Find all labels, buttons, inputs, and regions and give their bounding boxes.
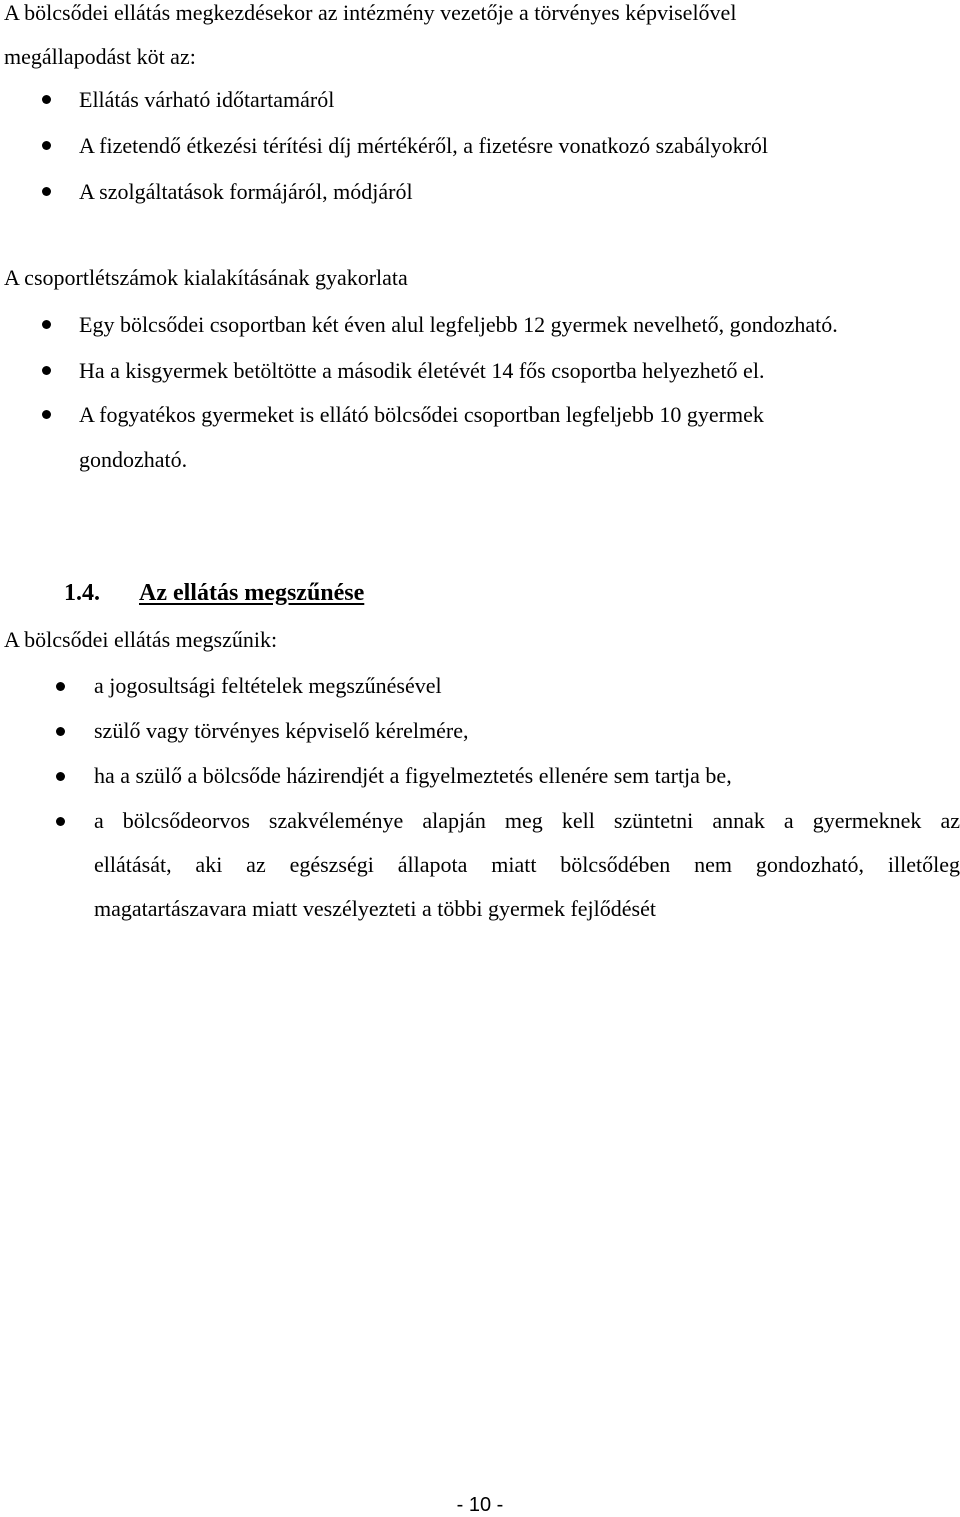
termination-item: szülő vagy törvényes képviselő kérelmére, [94, 718, 469, 743]
intro-line-1: A bölcsődei ellátás megkezdésekor az intézmény vezetője a törvényes képviselővel [4, 0, 737, 25]
termination-item: a jogosultsági feltételek megszűnésével [94, 673, 442, 698]
section-number: 1.4. [64, 580, 100, 606]
page-number: - 10 - [456, 1494, 504, 1516]
agreement-item: A szolgáltatások formájáról, módjáról [79, 179, 413, 204]
group-item: Ha a kisgyermek betöltötte a második életévét 14 fős csoportba helyezhető el. [79, 358, 765, 383]
termination-item-line: a bölcsődeorvos szakvéleménye alapján meg kell szüntetni annak a gyermeknek az [94, 808, 960, 833]
agreement-item: Ellátás várható időtartamáról [79, 87, 335, 112]
agreement-item: A fizetendő étkezési térítési díj mértékéről, a fizetésre vonatkozó szabályokról [79, 133, 769, 158]
section-title: Az ellátás megszűnése [139, 580, 365, 606]
intro-line-2: megállapodást köt az: [4, 44, 196, 69]
group-item-continuation: gondozható. [79, 447, 188, 472]
bullet-icon [42, 410, 51, 419]
group-item: A fogyatékos gyermeket is ellátó bölcsődei csoportban legfeljebb 10 gyermek [79, 402, 764, 427]
group-item: Egy bölcsődei csoportban két éven alul legfeljebb 12 gyermek nevelhető, gondozható. [79, 312, 838, 337]
bullet-icon [56, 772, 65, 781]
bullet-icon [56, 817, 65, 826]
bullet-icon [56, 727, 65, 736]
termination-item-line: magatartászavara miatt veszélyezteti a többi gyermek fejlődését [94, 896, 656, 921]
termination-item: ha a szülő a bölcsőde házirendjét a figyelmeztetés ellenére sem tartja be, [94, 763, 732, 788]
bullet-icon [42, 366, 51, 375]
termination-item-line: ellátását, aki az egészségi állapota miatt bölcsődében nem gondozható, illetőleg [94, 852, 960, 877]
bullet-icon [42, 187, 51, 196]
bullet-icon [56, 682, 65, 691]
bullet-icon [42, 95, 51, 104]
group-section-title: A csoportlétszámok kialakításának gyakorlata [4, 265, 408, 290]
bullet-icon [42, 320, 51, 329]
section-intro: A bölcsődei ellátás megszűnik: [4, 627, 278, 652]
bullet-icon [42, 141, 51, 150]
